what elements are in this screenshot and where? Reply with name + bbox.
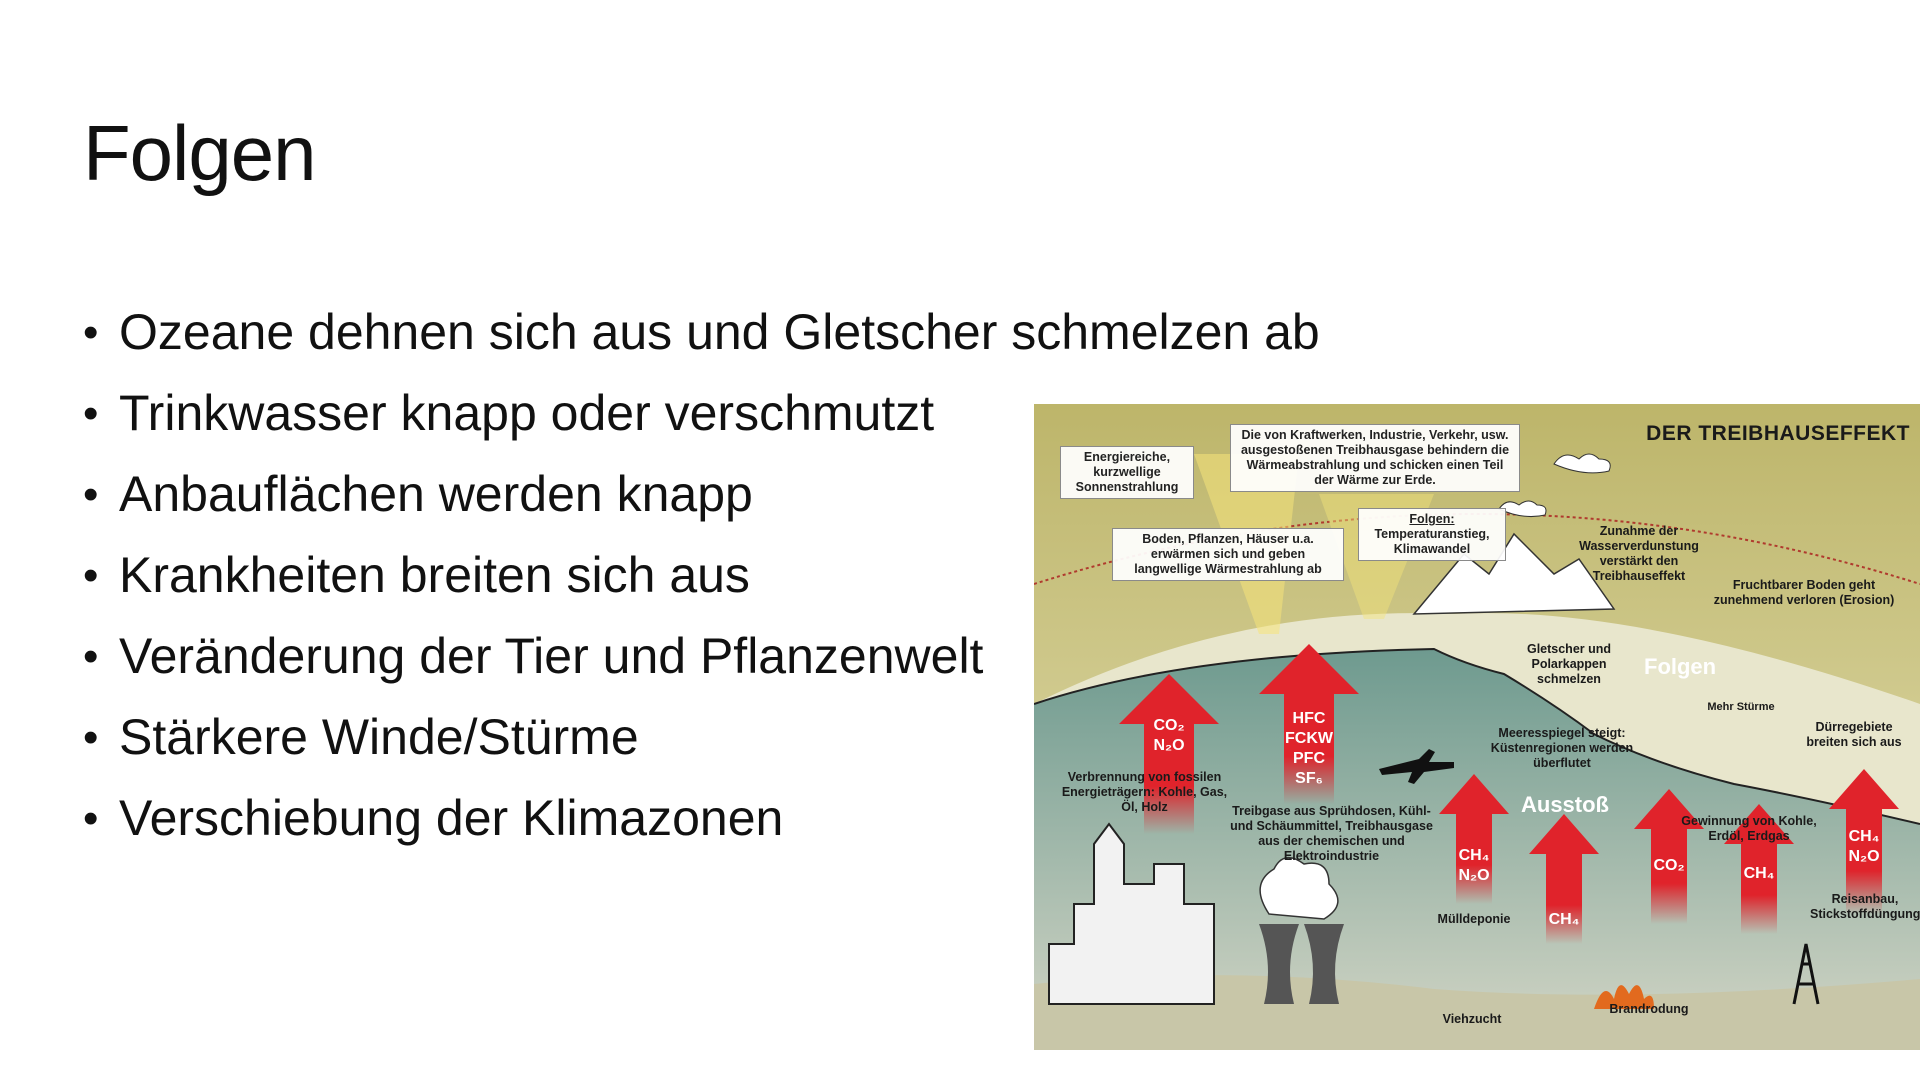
effects-text: Temperaturanstieg, Klimawandel (1374, 527, 1490, 556)
bullet-dot: • (83, 794, 99, 843)
ground-heat-box: Boden, Pflanzen, Häuser u.a. erwärmen sich und geben langwellige Wärmestrahlung ab (1112, 528, 1344, 581)
arrow-label: CO₂ (1653, 857, 1685, 874)
fossil-fuels-label: Verbrennung von fossilen Energieträgern: Kohle, Gas, Öl, Holz (1061, 770, 1228, 814)
effects-heading: Folgen: (1409, 512, 1455, 526)
arrow-label: CH₄ N₂O (1848, 828, 1880, 865)
bullet-dot: • (83, 632, 99, 681)
bullet-text: Veränderung der Tier und Pflanzenwelt (119, 628, 984, 684)
sprays-label: Treibgase aus Sprühdosen, Kühl- und Schäummittel, Treibhausgase aus der chemischen und Elektroindustrie (1230, 804, 1433, 863)
cattle-label: Viehzucht (1442, 1012, 1502, 1026)
figure-title: DER TREIBHAUSEFFEKT (1646, 422, 1910, 445)
sun-radiation-box: Energiereiche, kurzwellige Sonnenstrahlung (1060, 446, 1194, 499)
bullet-dot: • (83, 470, 99, 519)
mining-label: Gewinnung von Kohle, Erdöl, Erdgas (1681, 814, 1817, 843)
greenhouse-effect-figure (1034, 404, 1920, 1050)
bullet-item (83, 292, 1320, 373)
storms-label: Mehr Stürme (1707, 701, 1775, 713)
bullet-dot: • (83, 551, 99, 600)
bullet-text: Trinkwasser knapp oder verschmutzt (119, 385, 935, 441)
landfill-label: Mülldeponie (1437, 912, 1511, 926)
sealevel-label: Meeresspiegel steigt: Küstenregionen werden überflutet (1490, 726, 1634, 770)
bullet-text: Stärkere Winde/Stürme (119, 709, 639, 765)
greenhouse-gases-box: Die von Kraftwerken, Industrie, Verkehr, usw. ausgestoßenen Treibhausgase behindern die Wärmeabstrahlung und schicken einen Teil der Wärme zur Erde. (1230, 424, 1520, 492)
evaporation-label: Zunahme der Wasserverdunstung verstärkt den Treibhauseffekt (1579, 524, 1699, 583)
bullet-text: Krankheiten breiten sich aus (119, 547, 750, 603)
bullet-dot: • (83, 308, 99, 357)
arrow-label: CH₄ N₂O (1458, 847, 1490, 884)
bullet-dot: • (83, 389, 99, 438)
arrow-label: CH₄ (1548, 911, 1580, 928)
bullet-dot: • (83, 713, 99, 762)
burning-label: Brandrodung (1609, 1002, 1689, 1016)
glaciers-label: Gletscher und Polarkappen schmelzen (1526, 642, 1612, 686)
arrow-label: CO₂ N₂O (1153, 717, 1185, 754)
soil-label: Fruchtbarer Boden geht zunehmend verloren (Erosion) (1713, 578, 1895, 607)
folgen-label: Folgen (1644, 654, 1717, 679)
effects-box (1358, 508, 1506, 561)
bullet-text: Verschiebung der Klimazonen (119, 790, 784, 846)
rice-label: Reisanbau, Stickstoffdüngung (1810, 892, 1920, 921)
bullet-text: Anbauflächen werden knapp (119, 466, 753, 522)
slide-title: Folgen (83, 109, 316, 197)
bullet-text: Ozeane dehnen sich aus und Gletscher schmelzen ab (119, 304, 1320, 360)
arrow-label: HFC FCKW PFC SF₆ (1285, 710, 1333, 787)
arrow-label: CH₄ (1743, 865, 1775, 882)
ausstoss-label: Ausstoß (1521, 792, 1609, 817)
drought-label: Dürregebiete breiten sich aus (1806, 720, 1902, 749)
